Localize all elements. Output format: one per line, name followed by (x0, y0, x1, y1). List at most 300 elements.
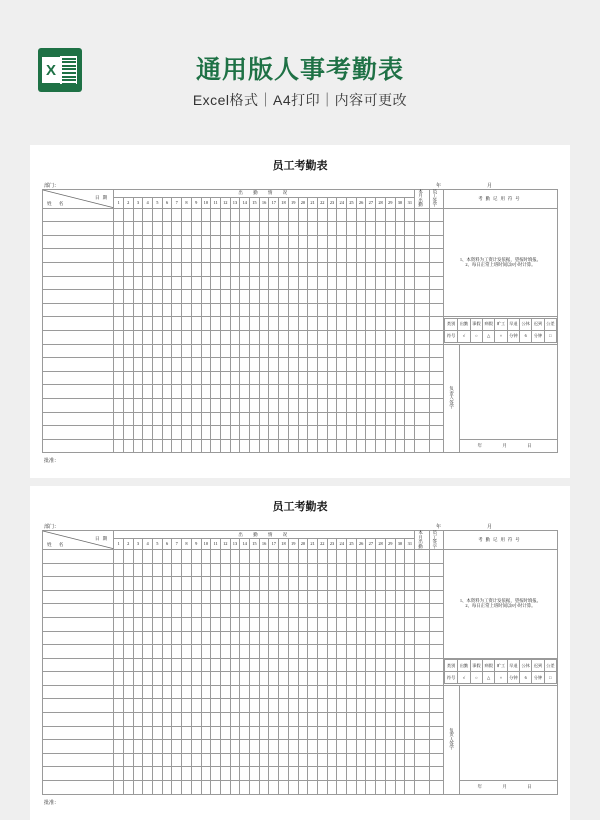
attendance-cell-day-11[interactable] (211, 276, 221, 290)
attendance-cell-day-30[interactable] (395, 699, 405, 713)
attendance-cell-day-16[interactable] (259, 645, 269, 659)
attendance-cell-day-2[interactable] (123, 740, 133, 754)
attendance-cell-day-11[interactable] (211, 371, 221, 385)
attendance-cell-day-5[interactable] (153, 412, 163, 426)
attendance-cell-day-8[interactable] (182, 699, 192, 713)
attendance-cell-day-21[interactable] (308, 263, 318, 277)
attendance-cell-day-24[interactable] (337, 781, 347, 795)
month-total-cell[interactable] (415, 631, 429, 645)
attendance-cell-day-20[interactable] (298, 699, 308, 713)
attendance-cell-day-14[interactable] (240, 685, 250, 699)
attendance-cell-day-7[interactable] (172, 249, 182, 263)
attendance-cell-day-24[interactable] (337, 740, 347, 754)
attendance-cell-day-10[interactable] (201, 645, 211, 659)
attendance-cell-day-19[interactable] (288, 699, 298, 713)
attendance-cell-day-27[interactable] (366, 303, 376, 317)
month-total-cell[interactable] (415, 276, 429, 290)
attendance-cell-day-3[interactable] (133, 685, 143, 699)
attendance-cell-day-7[interactable] (172, 685, 182, 699)
attendance-cell-day-26[interactable] (356, 740, 366, 754)
attendance-cell-day-10[interactable] (201, 577, 211, 591)
attendance-cell-day-27[interactable] (366, 412, 376, 426)
attendance-cell-day-7[interactable] (172, 699, 182, 713)
attendance-cell-day-18[interactable] (279, 317, 289, 331)
attendance-cell-day-9[interactable] (191, 371, 201, 385)
attendance-cell-day-1[interactable] (114, 685, 124, 699)
attendance-cell-day-19[interactable] (288, 317, 298, 331)
attendance-cell-day-4[interactable] (143, 263, 153, 277)
attendance-cell-day-3[interactable] (133, 371, 143, 385)
attendance-cell-day-17[interactable] (269, 263, 279, 277)
attendance-cell-day-16[interactable] (259, 276, 269, 290)
attendance-cell-day-31[interactable] (405, 617, 415, 631)
attendance-cell-day-18[interactable] (279, 658, 289, 672)
attendance-cell-day-6[interactable] (162, 208, 172, 222)
attendance-cell-day-6[interactable] (162, 658, 172, 672)
month-total-cell[interactable] (415, 685, 429, 699)
attendance-cell-day-24[interactable] (337, 767, 347, 781)
attendance-cell-day-13[interactable] (230, 781, 240, 795)
attendance-cell-day-8[interactable] (182, 276, 192, 290)
attendance-cell-day-8[interactable] (182, 549, 192, 563)
attendance-cell-day-9[interactable] (191, 303, 201, 317)
attendance-cell-day-30[interactable] (395, 549, 405, 563)
attendance-cell-day-29[interactable] (385, 344, 395, 358)
attendance-cell-day-19[interactable] (288, 658, 298, 672)
attendance-cell-day-7[interactable] (172, 358, 182, 372)
attendance-cell-day-6[interactable] (162, 358, 172, 372)
attendance-cell-day-10[interactable] (201, 317, 211, 331)
attendance-cell-day-11[interactable] (211, 290, 221, 304)
attendance-cell-day-26[interactable] (356, 371, 366, 385)
attendance-cell-day-27[interactable] (366, 385, 376, 399)
attendance-cell-day-23[interactable] (327, 235, 337, 249)
attendance-cell-day-28[interactable] (376, 222, 386, 236)
attendance-cell-day-1[interactable] (114, 672, 124, 686)
attendance-cell-day-28[interactable] (376, 549, 386, 563)
attendance-cell-day-29[interactable] (385, 577, 395, 591)
attendance-cell-day-23[interactable] (327, 385, 337, 399)
attendance-cell-day-7[interactable] (172, 617, 182, 631)
attendance-cell-day-17[interactable] (269, 303, 279, 317)
attendance-cell-day-26[interactable] (356, 317, 366, 331)
attendance-cell-day-11[interactable] (211, 604, 221, 618)
attendance-cell-day-16[interactable] (259, 290, 269, 304)
attendance-cell-day-19[interactable] (288, 426, 298, 440)
attendance-cell-day-6[interactable] (162, 631, 172, 645)
attendance-cell-day-12[interactable] (220, 753, 230, 767)
attendance-cell-day-16[interactable] (259, 330, 269, 344)
attendance-cell-day-21[interactable] (308, 685, 318, 699)
attendance-cell-day-27[interactable] (366, 317, 376, 331)
attendance-cell-day-20[interactable] (298, 631, 308, 645)
attendance-cell-day-29[interactable] (385, 713, 395, 727)
attendance-cell-day-31[interactable] (405, 740, 415, 754)
attendance-cell-day-28[interactable] (376, 412, 386, 426)
attendance-cell-day-6[interactable] (162, 426, 172, 440)
attendance-cell-day-22[interactable] (317, 753, 327, 767)
attendance-cell-day-7[interactable] (172, 563, 182, 577)
attendance-cell-day-31[interactable] (405, 208, 415, 222)
attendance-cell-day-9[interactable] (191, 385, 201, 399)
attendance-cell-day-11[interactable] (211, 577, 221, 591)
employee-name-cell[interactable] (43, 604, 114, 618)
attendance-cell-day-28[interactable] (376, 330, 386, 344)
attendance-cell-day-13[interactable] (230, 590, 240, 604)
attendance-cell-day-16[interactable] (259, 235, 269, 249)
attendance-cell-day-10[interactable] (201, 604, 211, 618)
attendance-cell-day-20[interactable] (298, 439, 308, 453)
attendance-cell-day-22[interactable] (317, 781, 327, 795)
attendance-cell-day-27[interactable] (366, 577, 376, 591)
employee-name-cell[interactable] (43, 685, 114, 699)
attendance-cell-day-26[interactable] (356, 412, 366, 426)
attendance-cell-day-2[interactable] (123, 208, 133, 222)
attendance-cell-day-6[interactable] (162, 645, 172, 659)
attendance-cell-day-3[interactable] (133, 344, 143, 358)
attendance-cell-day-17[interactable] (269, 726, 279, 740)
attendance-cell-day-14[interactable] (240, 385, 250, 399)
attendance-cell-day-19[interactable] (288, 645, 298, 659)
attendance-cell-day-13[interactable] (230, 263, 240, 277)
attendance-cell-day-20[interactable] (298, 590, 308, 604)
attendance-cell-day-31[interactable] (405, 753, 415, 767)
attendance-cell-day-21[interactable] (308, 303, 318, 317)
attendance-cell-day-21[interactable] (308, 398, 318, 412)
employee-sign-cell[interactable] (429, 303, 443, 317)
attendance-cell-day-1[interactable] (114, 617, 124, 631)
attendance-cell-day-15[interactable] (250, 398, 260, 412)
attendance-cell-day-14[interactable] (240, 344, 250, 358)
attendance-cell-day-3[interactable] (133, 604, 143, 618)
attendance-cell-day-23[interactable] (327, 645, 337, 659)
attendance-cell-day-8[interactable] (182, 344, 192, 358)
attendance-cell-day-8[interactable] (182, 577, 192, 591)
attendance-cell-day-29[interactable] (385, 235, 395, 249)
attendance-cell-day-14[interactable] (240, 426, 250, 440)
attendance-cell-day-31[interactable] (405, 290, 415, 304)
attendance-cell-day-31[interactable] (405, 685, 415, 699)
attendance-cell-day-11[interactable] (211, 631, 221, 645)
attendance-cell-day-31[interactable] (405, 563, 415, 577)
attendance-cell-day-29[interactable] (385, 412, 395, 426)
attendance-cell-day-7[interactable] (172, 344, 182, 358)
attendance-cell-day-18[interactable] (279, 549, 289, 563)
employee-sign-cell[interactable] (429, 726, 443, 740)
attendance-cell-day-18[interactable] (279, 249, 289, 263)
attendance-cell-day-21[interactable] (308, 276, 318, 290)
attendance-cell-day-12[interactable] (220, 726, 230, 740)
attendance-cell-day-9[interactable] (191, 563, 201, 577)
attendance-cell-day-1[interactable] (114, 590, 124, 604)
attendance-cell-day-17[interactable] (269, 645, 279, 659)
attendance-cell-day-26[interactable] (356, 290, 366, 304)
attendance-cell-day-16[interactable] (259, 263, 269, 277)
attendance-cell-day-29[interactable] (385, 303, 395, 317)
attendance-cell-day-8[interactable] (182, 781, 192, 795)
attendance-cell-day-24[interactable] (337, 358, 347, 372)
attendance-cell-day-24[interactable] (337, 344, 347, 358)
attendance-cell-day-20[interactable] (298, 235, 308, 249)
attendance-cell-day-24[interactable] (337, 672, 347, 686)
attendance-cell-day-26[interactable] (356, 767, 366, 781)
attendance-cell-day-16[interactable] (259, 385, 269, 399)
attendance-cell-day-29[interactable] (385, 726, 395, 740)
attendance-cell-day-19[interactable] (288, 208, 298, 222)
attendance-cell-day-18[interactable] (279, 645, 289, 659)
attendance-cell-day-22[interactable] (317, 590, 327, 604)
attendance-cell-day-24[interactable] (337, 303, 347, 317)
attendance-cell-day-16[interactable] (259, 222, 269, 236)
attendance-cell-day-3[interactable] (133, 590, 143, 604)
attendance-cell-day-24[interactable] (337, 631, 347, 645)
attendance-cell-day-8[interactable] (182, 317, 192, 331)
attendance-cell-day-11[interactable] (211, 767, 221, 781)
attendance-cell-day-25[interactable] (347, 645, 357, 659)
month-total-cell[interactable] (415, 303, 429, 317)
attendance-cell-day-5[interactable] (153, 685, 163, 699)
attendance-cell-day-27[interactable] (366, 631, 376, 645)
month-total-cell[interactable] (415, 740, 429, 754)
attendance-cell-day-9[interactable] (191, 426, 201, 440)
attendance-cell-day-4[interactable] (143, 604, 153, 618)
employee-sign-cell[interactable] (429, 685, 443, 699)
attendance-cell-day-13[interactable] (230, 222, 240, 236)
attendance-cell-day-4[interactable] (143, 563, 153, 577)
employee-sign-cell[interactable] (429, 317, 443, 331)
attendance-cell-day-16[interactable] (259, 249, 269, 263)
employee-name-cell[interactable] (43, 303, 114, 317)
attendance-cell-day-12[interactable] (220, 412, 230, 426)
attendance-cell-day-11[interactable] (211, 658, 221, 672)
attendance-cell-day-11[interactable] (211, 330, 221, 344)
attendance-cell-day-22[interactable] (317, 577, 327, 591)
attendance-cell-day-26[interactable] (356, 726, 366, 740)
attendance-cell-day-13[interactable] (230, 577, 240, 591)
attendance-cell-day-16[interactable] (259, 617, 269, 631)
attendance-cell-day-12[interactable] (220, 303, 230, 317)
attendance-cell-day-2[interactable] (123, 590, 133, 604)
attendance-cell-day-3[interactable] (133, 781, 143, 795)
attendance-cell-day-15[interactable] (250, 426, 260, 440)
month-total-cell[interactable] (415, 249, 429, 263)
attendance-cell-day-20[interactable] (298, 249, 308, 263)
attendance-cell-day-28[interactable] (376, 426, 386, 440)
attendance-cell-day-18[interactable] (279, 303, 289, 317)
attendance-cell-day-30[interactable] (395, 290, 405, 304)
attendance-cell-day-20[interactable] (298, 371, 308, 385)
attendance-cell-day-3[interactable] (133, 290, 143, 304)
attendance-cell-day-10[interactable] (201, 385, 211, 399)
table-row[interactable] (43, 439, 558, 453)
attendance-cell-day-2[interactable] (123, 658, 133, 672)
attendance-cell-day-24[interactable] (337, 385, 347, 399)
attendance-cell-day-2[interactable] (123, 439, 133, 453)
attendance-cell-day-2[interactable] (123, 412, 133, 426)
attendance-cell-day-13[interactable] (230, 358, 240, 372)
attendance-cell-day-21[interactable] (308, 753, 318, 767)
attendance-cell-day-31[interactable] (405, 604, 415, 618)
attendance-cell-day-29[interactable] (385, 767, 395, 781)
attendance-cell-day-11[interactable] (211, 617, 221, 631)
attendance-cell-day-17[interactable] (269, 699, 279, 713)
attendance-cell-day-15[interactable] (250, 753, 260, 767)
attendance-cell-day-27[interactable] (366, 713, 376, 727)
attendance-cell-day-29[interactable] (385, 385, 395, 399)
attendance-cell-day-21[interactable] (308, 412, 318, 426)
attendance-cell-day-7[interactable] (172, 726, 182, 740)
attendance-cell-day-3[interactable] (133, 208, 143, 222)
employee-name-cell[interactable] (43, 208, 114, 222)
attendance-cell-day-28[interactable] (376, 563, 386, 577)
attendance-cell-day-16[interactable] (259, 590, 269, 604)
attendance-cell-day-20[interactable] (298, 317, 308, 331)
attendance-cell-day-9[interactable] (191, 726, 201, 740)
attendance-cell-day-4[interactable] (143, 658, 153, 672)
attendance-cell-day-24[interactable] (337, 317, 347, 331)
attendance-cell-day-14[interactable] (240, 317, 250, 331)
attendance-cell-day-27[interactable] (366, 563, 376, 577)
attendance-cell-day-19[interactable] (288, 781, 298, 795)
attendance-cell-day-21[interactable] (308, 590, 318, 604)
attendance-cell-day-2[interactable] (123, 549, 133, 563)
attendance-cell-day-30[interactable] (395, 563, 405, 577)
attendance-cell-day-31[interactable] (405, 781, 415, 795)
attendance-cell-day-30[interactable] (395, 658, 405, 672)
attendance-cell-day-25[interactable] (347, 208, 357, 222)
attendance-cell-day-5[interactable] (153, 398, 163, 412)
attendance-cell-day-19[interactable] (288, 753, 298, 767)
attendance-cell-day-4[interactable] (143, 317, 153, 331)
employee-sign-cell[interactable] (429, 645, 443, 659)
attendance-cell-day-13[interactable] (230, 208, 240, 222)
attendance-cell-day-22[interactable] (317, 617, 327, 631)
employee-sign-cell[interactable] (429, 740, 443, 754)
attendance-cell-day-14[interactable] (240, 563, 250, 577)
attendance-cell-day-12[interactable] (220, 358, 230, 372)
attendance-cell-day-5[interactable] (153, 563, 163, 577)
employee-name-cell[interactable] (43, 577, 114, 591)
attendance-cell-day-15[interactable] (250, 385, 260, 399)
attendance-cell-day-25[interactable] (347, 590, 357, 604)
attendance-cell-day-6[interactable] (162, 344, 172, 358)
attendance-cell-day-20[interactable] (298, 330, 308, 344)
attendance-cell-day-16[interactable] (259, 604, 269, 618)
attendance-cell-day-18[interactable] (279, 290, 289, 304)
attendance-cell-day-20[interactable] (298, 726, 308, 740)
attendance-cell-day-3[interactable] (133, 658, 143, 672)
attendance-cell-day-25[interactable] (347, 222, 357, 236)
attendance-cell-day-4[interactable] (143, 398, 153, 412)
attendance-cell-day-3[interactable] (133, 358, 143, 372)
attendance-cell-day-5[interactable] (153, 439, 163, 453)
attendance-cell-day-13[interactable] (230, 645, 240, 659)
attendance-cell-day-21[interactable] (308, 344, 318, 358)
attendance-cell-day-7[interactable] (172, 235, 182, 249)
attendance-cell-day-26[interactable] (356, 208, 366, 222)
attendance-cell-day-22[interactable] (317, 358, 327, 372)
attendance-cell-day-29[interactable] (385, 781, 395, 795)
attendance-cell-day-2[interactable] (123, 645, 133, 659)
attendance-cell-day-17[interactable] (269, 617, 279, 631)
table-row[interactable] (43, 658, 558, 672)
attendance-cell-day-30[interactable] (395, 208, 405, 222)
attendance-cell-day-17[interactable] (269, 235, 279, 249)
attendance-cell-day-28[interactable] (376, 617, 386, 631)
attendance-cell-day-8[interactable] (182, 645, 192, 659)
month-total-cell[interactable] (415, 672, 429, 686)
attendance-cell-day-4[interactable] (143, 208, 153, 222)
attendance-cell-day-26[interactable] (356, 385, 366, 399)
employee-name-cell[interactable] (43, 263, 114, 277)
attendance-cell-day-5[interactable] (153, 753, 163, 767)
attendance-cell-day-14[interactable] (240, 398, 250, 412)
attendance-cell-day-31[interactable] (405, 222, 415, 236)
attendance-cell-day-10[interactable] (201, 781, 211, 795)
attendance-cell-day-28[interactable] (376, 303, 386, 317)
attendance-cell-day-23[interactable] (327, 371, 337, 385)
attendance-cell-day-10[interactable] (201, 658, 211, 672)
attendance-cell-day-1[interactable] (114, 358, 124, 372)
attendance-cell-day-29[interactable] (385, 249, 395, 263)
attendance-cell-day-2[interactable] (123, 276, 133, 290)
attendance-cell-day-28[interactable] (376, 317, 386, 331)
attendance-cell-day-19[interactable] (288, 249, 298, 263)
attendance-cell-day-24[interactable] (337, 290, 347, 304)
attendance-cell-day-24[interactable] (337, 439, 347, 453)
attendance-cell-day-4[interactable] (143, 753, 153, 767)
month-total-cell[interactable] (415, 426, 429, 440)
attendance-cell-day-5[interactable] (153, 577, 163, 591)
attendance-cell-day-31[interactable] (405, 549, 415, 563)
attendance-cell-day-4[interactable] (143, 590, 153, 604)
attendance-cell-day-10[interactable] (201, 235, 211, 249)
attendance-cell-day-1[interactable] (114, 371, 124, 385)
attendance-cell-day-12[interactable] (220, 398, 230, 412)
attendance-cell-day-10[interactable] (201, 726, 211, 740)
attendance-cell-day-8[interactable] (182, 685, 192, 699)
attendance-cell-day-12[interactable] (220, 344, 230, 358)
attendance-cell-day-1[interactable] (114, 645, 124, 659)
attendance-cell-day-10[interactable] (201, 276, 211, 290)
attendance-cell-day-26[interactable] (356, 439, 366, 453)
attendance-cell-day-8[interactable] (182, 672, 192, 686)
attendance-cell-day-31[interactable] (405, 699, 415, 713)
attendance-cell-day-31[interactable] (405, 358, 415, 372)
attendance-cell-day-16[interactable] (259, 577, 269, 591)
attendance-cell-day-30[interactable] (395, 426, 405, 440)
attendance-cell-day-10[interactable] (201, 549, 211, 563)
attendance-cell-day-8[interactable] (182, 439, 192, 453)
attendance-cell-day-20[interactable] (298, 753, 308, 767)
attendance-cell-day-4[interactable] (143, 767, 153, 781)
attendance-cell-day-7[interactable] (172, 645, 182, 659)
attendance-cell-day-29[interactable] (385, 604, 395, 618)
attendance-cell-day-31[interactable] (405, 412, 415, 426)
attendance-cell-day-10[interactable] (201, 303, 211, 317)
attendance-cell-day-17[interactable] (269, 439, 279, 453)
attendance-cell-day-24[interactable] (337, 412, 347, 426)
attendance-cell-day-25[interactable] (347, 290, 357, 304)
attendance-cell-day-19[interactable] (288, 439, 298, 453)
attendance-cell-day-11[interactable] (211, 685, 221, 699)
attendance-cell-day-10[interactable] (201, 713, 211, 727)
attendance-cell-day-2[interactable] (123, 631, 133, 645)
attendance-cell-day-23[interactable] (327, 781, 337, 795)
attendance-cell-day-26[interactable] (356, 672, 366, 686)
table-row[interactable] (43, 317, 558, 331)
employee-name-cell[interactable] (43, 385, 114, 399)
